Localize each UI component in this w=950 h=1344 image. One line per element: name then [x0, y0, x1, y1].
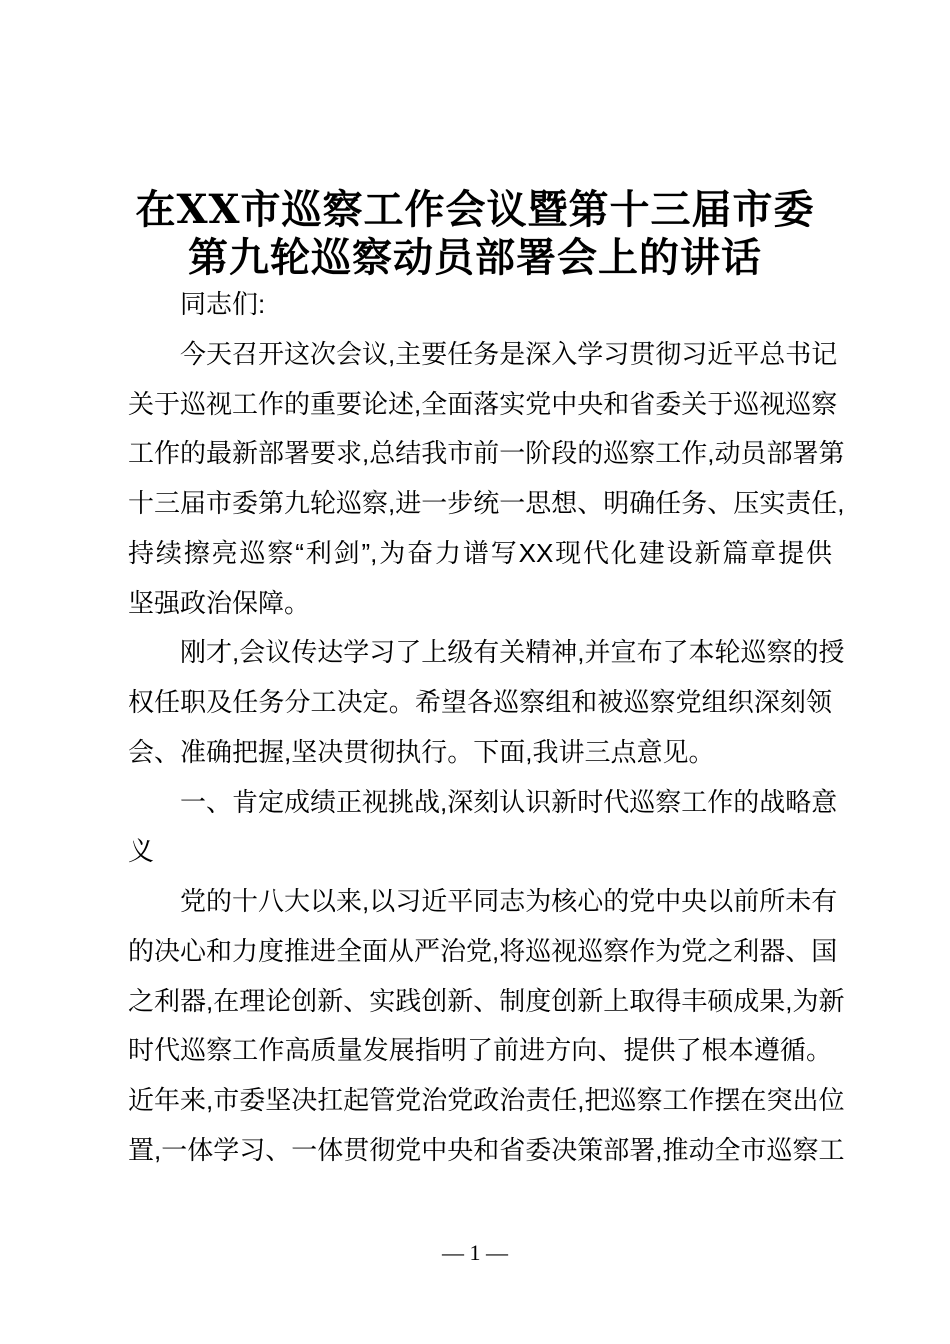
paragraph-line: 持续擦亮巡察“利剑”,为奋力谱写XX现代化建设新篇章提供: [128, 537, 832, 568]
paragraph-line: 权任职及任务分工决定。希望各巡察组和被巡察党组织深刻领: [128, 687, 832, 717]
paragraph-line: 一、肯定成绩正视挑战,深刻认识新时代巡察工作的战略意: [180, 786, 838, 817]
paragraph-line: 近年来,市委坚决扛起管党治党政治责任,把巡察工作摆在突出位: [128, 1085, 845, 1115]
paragraph-line: 的决心和力度推进全面从严治党,将巡视巡察作为党之利器、国: [128, 935, 838, 966]
paragraph-line: 同志们:: [180, 289, 266, 319]
page-number: — 1 —: [442, 1240, 508, 1265]
paragraph-line: 工作的最新部署要求,总结我市前一阶段的巡察工作,动员部署第: [128, 438, 845, 469]
document-title-line-1: 在XX市巡察工作会议暨第十三届市委: [135, 186, 815, 233]
document-body: [128, 280, 845, 1176]
paragraph-line: 关于巡视工作的重要论述,全面落实党中央和省委关于巡视巡察: [128, 388, 838, 419]
paragraph-line: 今天召开这次会议,主要任务是深入学习贯彻习近平总书记: [180, 338, 838, 369]
paragraph-line: 刚才,会议传达学习了上级有关精神,并宣布了本轮巡察的授: [180, 637, 845, 668]
paragraph-line: 坚强政治保障。: [128, 587, 311, 618]
paragraph-line: 义: [128, 836, 155, 867]
paragraph-line: 党的十八大以来,以习近平同志为核心的党中央以前所未有: [180, 886, 838, 916]
paragraph-line: 置,一体学习、一体贯彻党中央和省委决策部署,推动全市巡察工: [128, 1134, 845, 1165]
paragraph-line: 之利器,在理论创新、实践创新、制度创新上取得丰硕成果,为新: [128, 985, 845, 1016]
paragraph-line: 十三届市委第九轮巡察,进一步统一思想、明确任务、压实责任,: [128, 488, 845, 518]
paragraph-line: 会、准确把握,坚决贯彻执行。下面,我讲三点意见。: [128, 736, 715, 767]
document-title-line-2: 第九轮巡察动员部署会上的讲话: [188, 234, 762, 281]
paragraph-line: 时代巡察工作高质量发展指明了前进方向、提供了根本遵循。: [128, 1035, 832, 1066]
